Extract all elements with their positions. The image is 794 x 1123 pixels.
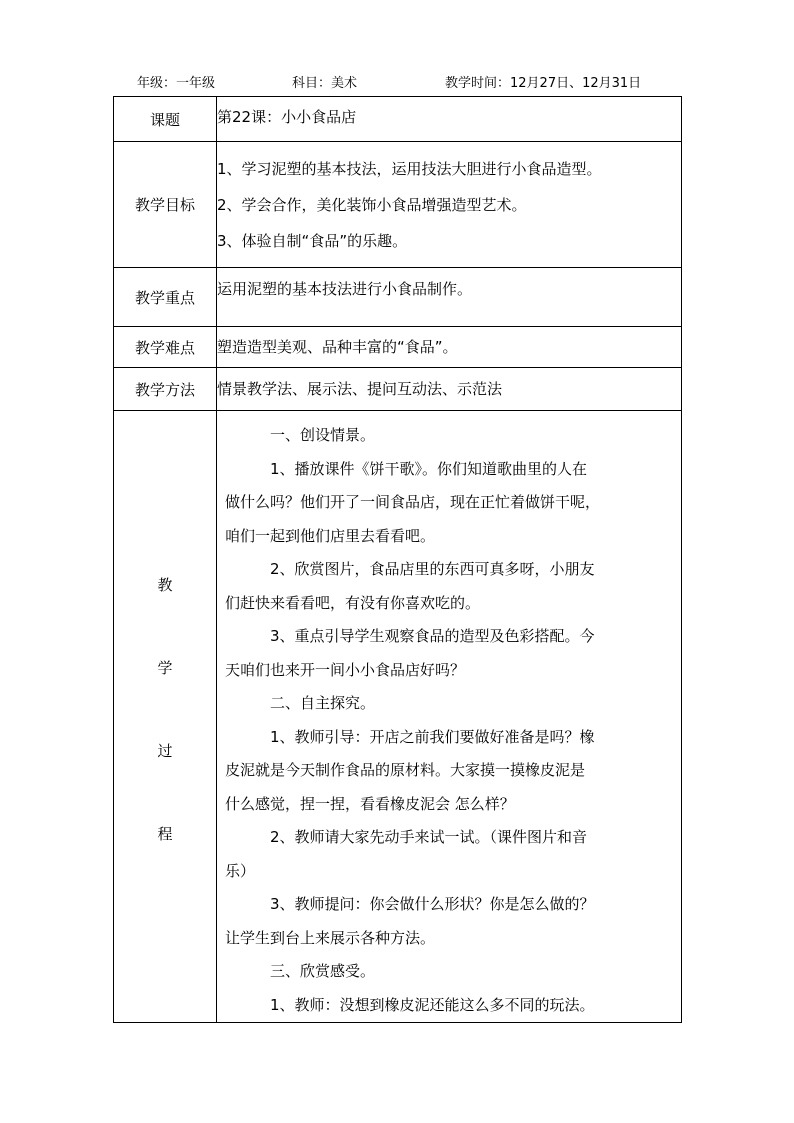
process-line: 一、创设情景。	[270, 426, 376, 444]
topic-row	[114, 97, 682, 142]
process-line: 天咱们也来开一间小小食品店好吗？	[225, 660, 466, 679]
process-line: 咱们一起到他们店里去看看吧。	[225, 526, 436, 545]
goal-item: 1、学习泥塑的基本技法，运用技法大胆进行小食品造型。	[217, 159, 602, 178]
method-row	[114, 368, 682, 411]
process-line: 3、重点引导学生观察食品的造型及色彩搭配。今	[270, 627, 595, 645]
process-line: 1、教师引导：开店之前我们要做好准备是吗？橡	[270, 727, 595, 746]
process-line: 们赶快来看看吧，有没有你喜欢吃的。	[225, 593, 481, 612]
process-line: 2、欣赏图片，食品店里的东西可真多呀，小朋友	[270, 560, 595, 578]
key-label: 教学重点	[114, 268, 217, 327]
goal-item: 3、体验自制“食品”的乐趣。	[217, 231, 408, 250]
topic-label: 课题	[114, 97, 217, 142]
process-label-char: 过	[157, 742, 173, 760]
process-label-char: 学	[157, 659, 173, 677]
goal-item: 2、学会合作，美化装饰小食品增强造型艺术。	[217, 195, 527, 214]
lesson-plan-table	[113, 96, 682, 1023]
method-value	[217, 368, 682, 411]
topic-text: 第22课：小小食品店	[217, 108, 357, 126]
goals-label: 教学目标	[114, 142, 217, 268]
goals-value	[217, 142, 682, 268]
process-line: 二、自主探究。	[270, 694, 376, 712]
difficulty-row	[114, 327, 682, 368]
process-line: 三、欣赏感受。	[270, 962, 376, 980]
key-row	[114, 268, 682, 327]
difficulty-value	[217, 327, 682, 368]
key-value	[217, 268, 682, 327]
process-line: 乐）	[225, 861, 256, 880]
process-label-char: 程	[157, 825, 173, 843]
goals-row	[114, 142, 682, 268]
method-text: 情景教学法、展示法、提问互动法、示范法	[217, 380, 503, 398]
process-text	[217, 411, 681, 1022]
key-text: 运用泥塑的基本技法进行小食品制作。	[217, 280, 473, 298]
process-line: 让学生到台上来展示各种方法。	[225, 928, 436, 947]
difficulty-text: 塑造造型美观、品种丰富的“食品”。	[217, 338, 458, 356]
process-label	[114, 411, 217, 1023]
process-line: 皮泥就是今天制作食品的原材料。大家摸一摸橡皮泥是	[225, 761, 586, 779]
process-value	[217, 411, 682, 1023]
process-line: 1、播放课件《饼干歌》。你们知道歌曲里的人在	[270, 459, 588, 478]
process-line: 什么感觉，捏一捏，看看橡皮泥会 怎么样？	[225, 794, 515, 813]
process-line: 1、教师：没想到橡皮泥还能这么多不同的玩法。	[270, 995, 595, 1014]
grade-info: 年级：一年级	[137, 76, 216, 91]
difficulty-label: 教学难点	[114, 327, 217, 368]
method-label: 教学方法	[114, 368, 217, 411]
topic-value	[217, 97, 682, 142]
page-header	[0, 74, 794, 94]
process-label-char: 教	[157, 576, 173, 594]
subject-info: 科目：美术	[292, 76, 358, 91]
process-row	[114, 411, 682, 1023]
process-line: 3、教师提问：你会做什么形状？你是怎么做的？	[270, 895, 595, 913]
process-line: 做什么吗？他们开了一间食品店，现在正忙着做饼干呢，	[225, 493, 601, 511]
teaching-time: 教学时间：12月27日、12月31日	[445, 76, 642, 91]
process-line: 2、教师请大家先动手来试一试。（课件图片和音	[270, 828, 588, 846]
